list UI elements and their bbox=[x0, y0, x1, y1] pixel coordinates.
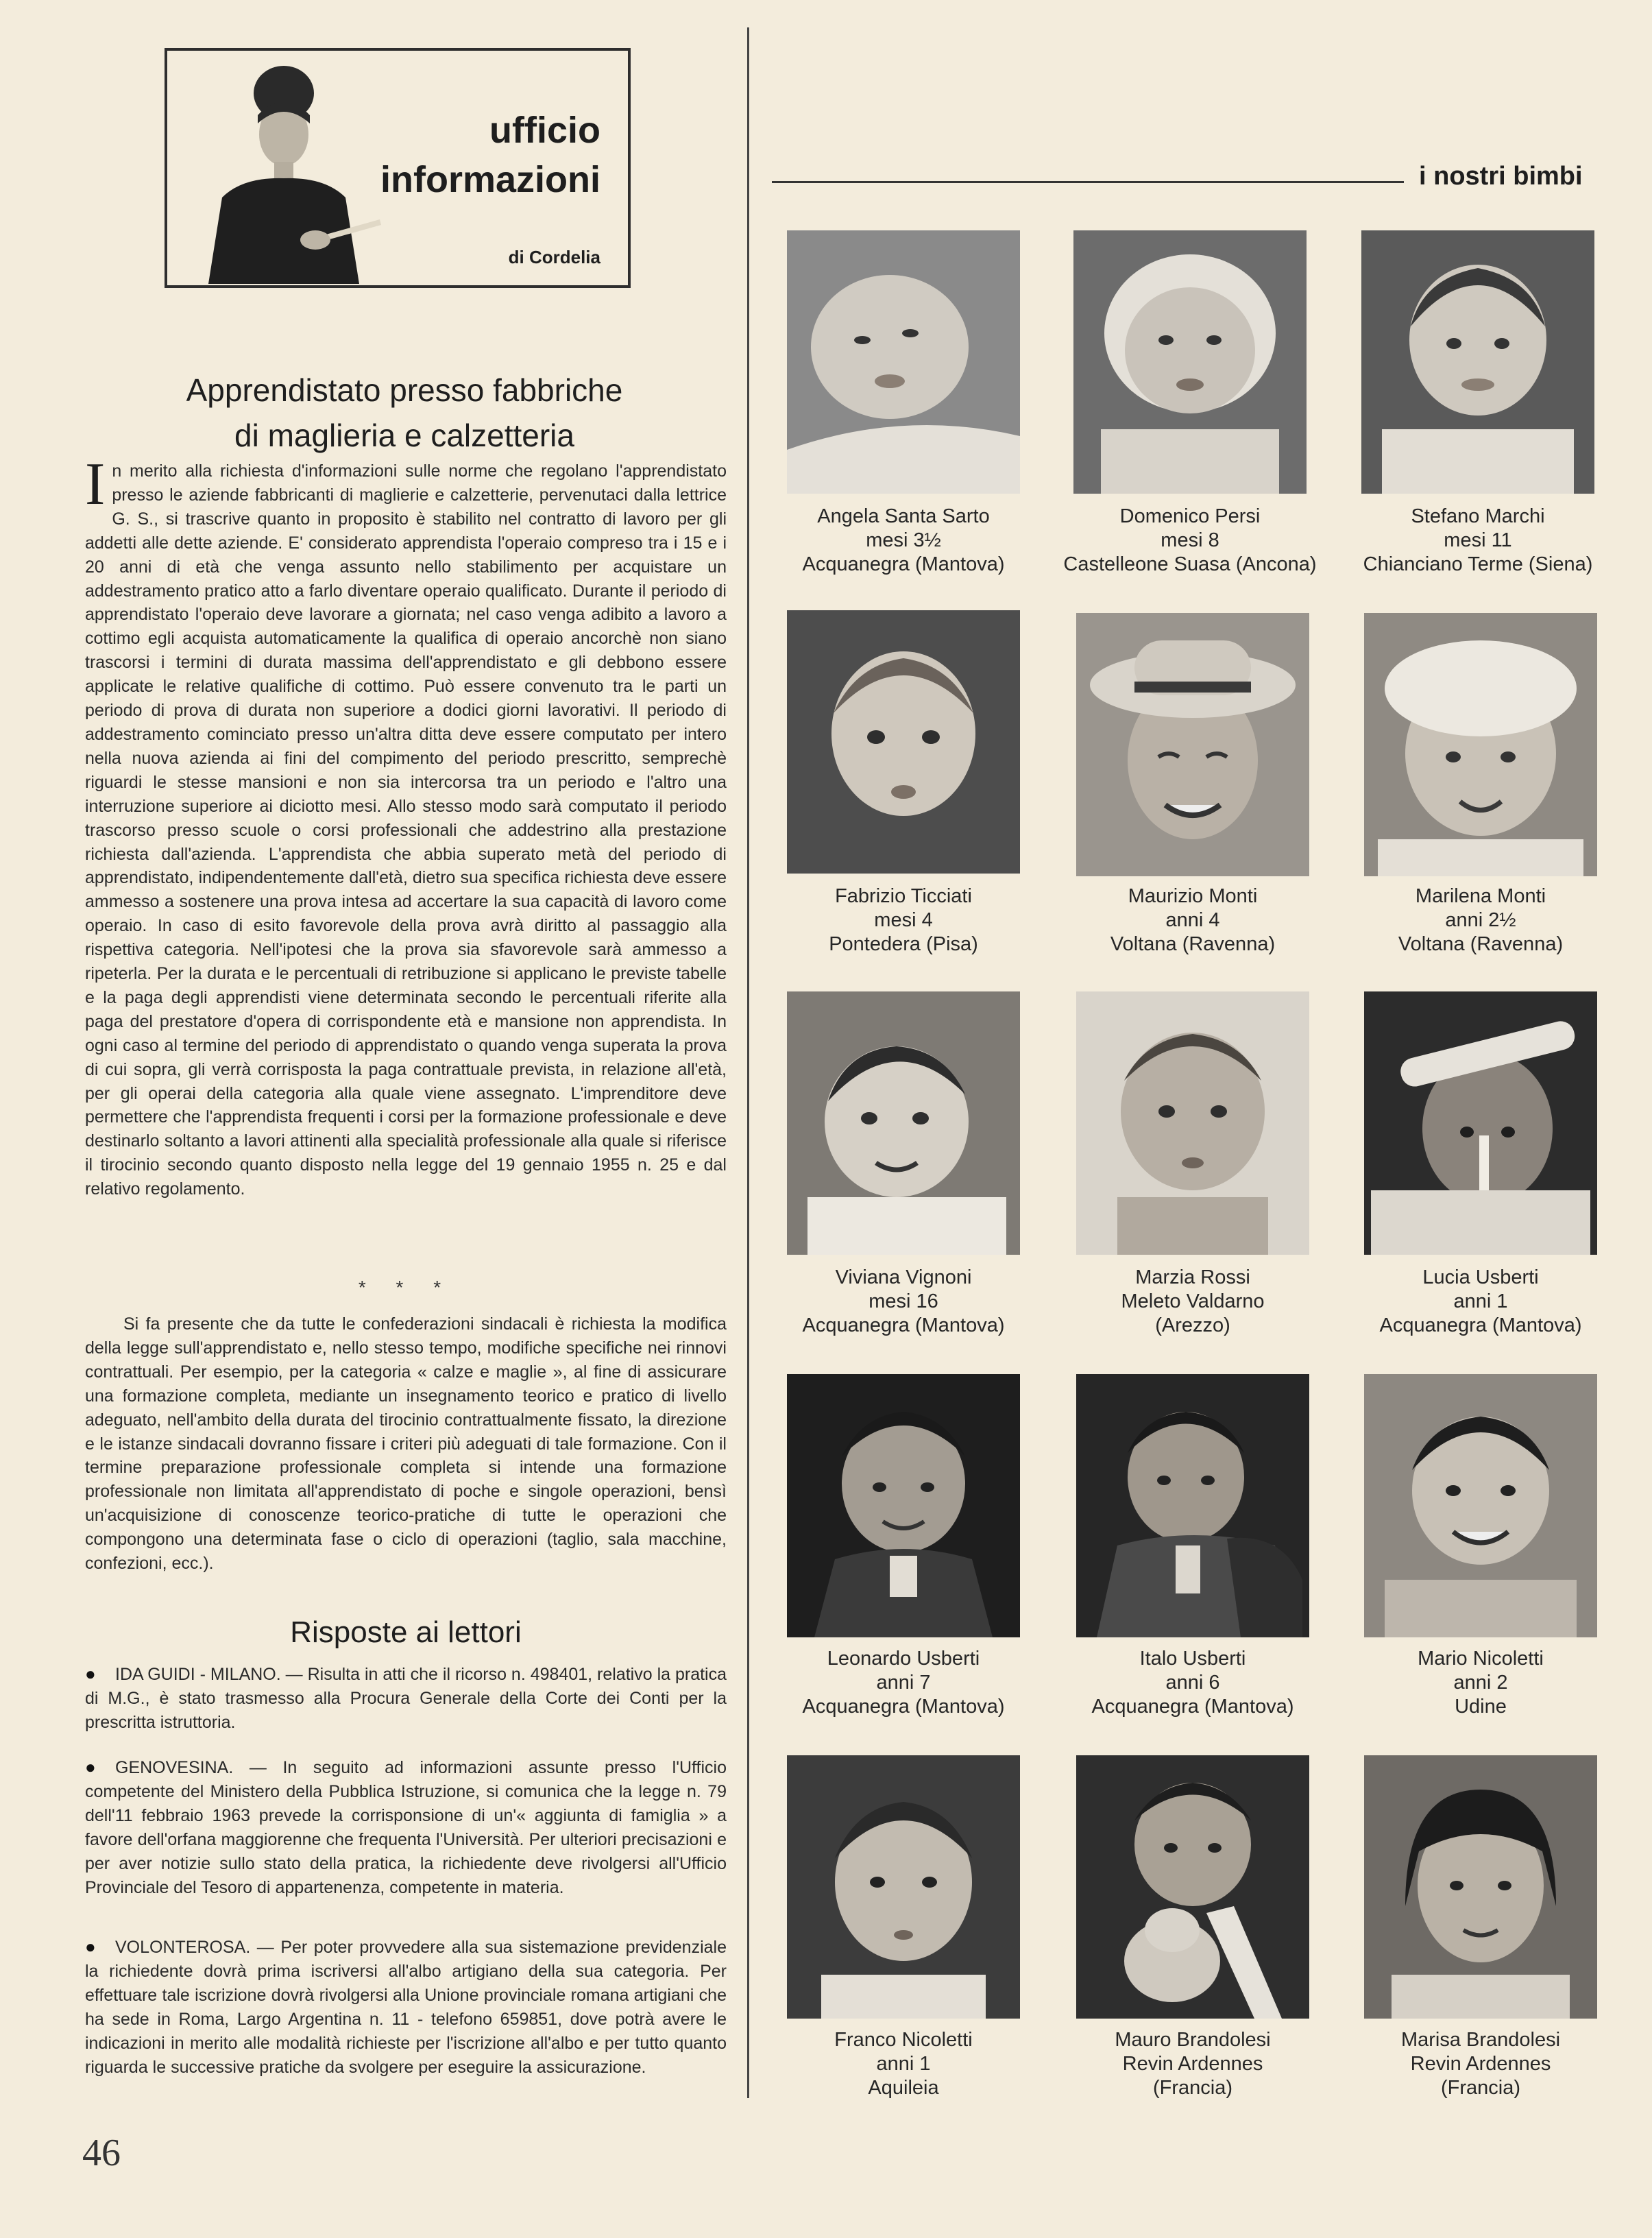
bullet-icon: ● bbox=[85, 1663, 96, 1684]
child-age: anni 2½ bbox=[1445, 909, 1516, 931]
header-title bbox=[380, 106, 600, 204]
child-place: Voltana (Ravenna) bbox=[1398, 933, 1564, 955]
child-place: Udine bbox=[1455, 1696, 1507, 1718]
child-place: (Francia) bbox=[1440, 2077, 1520, 2099]
child-caption bbox=[1330, 2028, 1631, 2100]
child-age: Revin Ardennes bbox=[1122, 2053, 1263, 2075]
child-place: Chianciano Terme (Siena) bbox=[1363, 553, 1593, 575]
replies-title: Risposte ai lettori bbox=[290, 1615, 522, 1649]
child-age: anni 4 bbox=[1165, 909, 1220, 931]
child-age: anni 1 bbox=[876, 2053, 931, 2075]
article-title-line2: di maglieria e calzetteria bbox=[234, 418, 574, 453]
child-photo bbox=[1073, 230, 1307, 494]
child-name: Mauro Brandolesi bbox=[1115, 2029, 1271, 2051]
child-name: Leonardo Usberti bbox=[827, 1648, 980, 1670]
child-caption bbox=[1039, 505, 1341, 577]
child-age: mesi 16 bbox=[868, 1290, 938, 1312]
reply-text: VOLONTEROSA. — Per poter provvedere alla sua sistemazione previdenziale la richiedente dovrà prima iscriversi all'albo artigiano della sua categoria. Per effettuare tale iscrizione dovrà rivolgersi alla Unione provinciale romana artigiani che ha sede in Roma, Largo Argentina n. 11 - telefono 659851, dove potrà avere le indicazioni in merito alle modalità richieste per l'iscrizione all'albo e per tutto quanto riguarda le successive pratiche da svolgere per eseguire la assicurazione. bbox=[85, 1938, 727, 2077]
child-photo bbox=[1076, 991, 1309, 1255]
child-photo bbox=[787, 610, 1020, 874]
header-byline: di Cordelia bbox=[508, 247, 600, 267]
child-photo bbox=[1364, 1755, 1597, 2019]
child-caption bbox=[1330, 885, 1631, 956]
header-box bbox=[165, 48, 631, 288]
article-paragraph-2: Si fa presente che da tutte le confederazioni sindacali è richiesta la modifica della legge sull'apprendistato e, nello stesso tempo, modifiche specifiche nei rinnovi contrattuali. Per esempio, per la categoria « calze e maglie », al fine di assicurare una formazione completa, mediante un insegnamento teorico e pratico di livello adeguato, nell'ambito della durata del tirocinio contrattualmente fissato, la direzione e le istanze sindacali dovranno fissare i criteri più adeguati di tale formazione. Con il termine preparazione professionale completa si intende una formazione professionale non limitata all'apprendistato di poche e singole operazioni, bensì un'acquisizione di conoscenze teorico-pratiche di tutte le operazioni che compongono una determinata fase o ciclo di operazioni (taglio, sala macchine, confezioni, ecc.). bbox=[85, 1314, 727, 1574]
child-photo bbox=[1364, 991, 1597, 1255]
child-caption bbox=[1330, 1647, 1631, 1719]
child-place: Castelleone Suasa (Ancona) bbox=[1063, 553, 1317, 575]
child-name: Domenico Persi bbox=[1119, 505, 1261, 527]
reply-text: IDA GUIDI - MILANO. — Risulta in atti che il ricorso n. 498401, relativo la pratica di M.G., è stato trasmesso alla Procura Generale della Corte dei Conti per la prescritta istruttoria. bbox=[85, 1665, 727, 1732]
child-caption bbox=[1330, 1266, 1631, 1338]
child-photo bbox=[1364, 613, 1597, 876]
article-title bbox=[75, 368, 733, 458]
child-photo bbox=[1364, 1374, 1597, 1637]
child-place: Voltana (Ravenna) bbox=[1110, 933, 1276, 955]
child-name: Marilena Monti bbox=[1415, 885, 1546, 907]
reply-item bbox=[85, 1935, 727, 2079]
bullet-icon: ● bbox=[85, 1936, 96, 1957]
child-place: Acquanegra (Mantova) bbox=[802, 1696, 1005, 1718]
child-age: mesi 3½ bbox=[866, 529, 941, 551]
child-place: (Francia) bbox=[1152, 2077, 1232, 2099]
child-caption bbox=[753, 2028, 1054, 2100]
child-name: Italo Usberti bbox=[1139, 1648, 1246, 1670]
article-title-line1: Apprendistato presso fabbriche bbox=[186, 372, 623, 408]
child-name: Marzia Rossi bbox=[1135, 1266, 1250, 1288]
header-title-line1: ufficio bbox=[489, 110, 600, 151]
article-paragraph-1 bbox=[85, 451, 727, 1201]
child-name: Franco Nicoletti bbox=[834, 2029, 973, 2051]
bullet-icon: ● bbox=[85, 1757, 96, 1777]
dropcap: I bbox=[85, 451, 106, 518]
child-caption bbox=[753, 505, 1054, 577]
child-place: (Arezzo) bbox=[1155, 1314, 1230, 1336]
child-caption bbox=[753, 885, 1054, 956]
child-name: Marisa Brandolesi bbox=[1400, 2029, 1561, 2051]
child-name: Fabrizio Ticciati bbox=[835, 885, 972, 907]
child-caption bbox=[1042, 1647, 1344, 1719]
child-caption bbox=[1042, 2028, 1344, 2100]
reply-item bbox=[85, 1755, 727, 1899]
child-age: Revin Ardennes bbox=[1410, 2053, 1551, 2075]
article-paragraph-1-text: n merito alla richiesta d'informazioni sulle norme che regolano l'apprendistato presso le aziende fabbricanti di maglierie e calzetterie, pervenutaci dalla lettrice G. S., si trascrive quanto in proposito è stabilito nel contratto di lavoro per gli addetti alle dette aziende. E' considerato apprendista l'operaio compreso tra i 15 e i 20 anni di età che venga assunto nello stabilimento per acquistare un addestramento pratico atto a farlo diventare operaio qualificato. Durante il periodo di apprendistato l'operaio deve lavorare a giornata; nel caso venga adibito a lavoro a cottimo egli acquista automaticamente la qualifica di operaio ancorchè non siano trascorsi i termini di durata massima dell'apprendistato e gli debbono essere applicate le relative qualifiche di cottimo. Può essere convenuto tra le parti un periodo di prova di durata non superiore a dodici giorni lavorativi. Il periodo di addestramento cominciato presso un'altra ditta deve essere computato per intero nella nuova azienda ai fini del compimento del periodo prescritto, semprechè riguardi le stesse mansioni e non sia intercorsa tra un periodo e l'altro una interruzione superiore ai diciotto mesi. Allo stesso modo sarà computato il periodo trascorso presso scuole o corsi professionali che addestrino alla prestazione richiesta dall'azienda. L'apprendista che abbia superato metà del periodo di apprendistato, indipendentemente dall'età, dietro sua specifica richiesta deve essere ammesso a sostenere una prova intesa ad accertare la sua capacità di lavoro come operaio. In caso di esito favorevole della prova avrà diritto al passaggio alla rispettiva categoria. Nell'ipotesi che la prova sia sfavorevole sarà ammesso a ripeterla. Per la durata e le percentuali di retribuzione si applicano le previste tabelle e la paga degli apprendisti viene determinata secondo le percentuali riferite alla paga del prestatore d'opera di corrispondente età e mansione non apprendista. In ogni caso al termine del periodo di apprendistato o quando venga superata la prova di cui sopra, gli verrà corrisposta la paga contrattuale prevista, in relazione all'età, per gli operai della categoria alla quale viene assegnato. L'imprenditore deve permettere che l'apprendista frequenti i corsi per la formazione professionale e deve destinarlo soltanto a lavori attinenti alla specialità professionale alla quale si riferisce il tirocinio secondo quanto disposto nella legge del 19 gennaio 1955 n. 25 e dal relativo regolamento. bbox=[85, 461, 727, 1199]
child-age: anni 6 bbox=[1165, 1672, 1220, 1694]
child-caption bbox=[1042, 1266, 1344, 1338]
child-place: Aquileia bbox=[868, 2077, 939, 2099]
child-name: Angela Santa Sarto bbox=[817, 505, 990, 527]
cordelia-portrait bbox=[181, 60, 387, 284]
child-caption bbox=[1327, 505, 1629, 577]
child-caption bbox=[753, 1266, 1054, 1338]
child-photo bbox=[787, 991, 1020, 1255]
child-place: Pontedera (Pisa) bbox=[829, 933, 978, 955]
section-separator: * * * bbox=[358, 1277, 454, 1298]
child-place: Acquanegra (Mantova) bbox=[1091, 1696, 1294, 1718]
reply-item bbox=[85, 1662, 727, 1735]
child-age: mesi 8 bbox=[1161, 529, 1219, 551]
reply-text: GENOVESINA. — In seguito ad informazioni assunte presso l'Ufficio competente del Ministero della Pubblica Istruzione, si comunica che la legge n. 79 dell'11 febbraio 1963 prevede la corrisponsione di un'« aggiunta di famiglia » a favore dell'orfana maggiorenne che frequenta l'Università. Per ulteriori precisazioni e per aver notizie sullo stato della pratica, la richiedente deve rivolgersi all'Ufficio Provinciale del Tesoro di appartenenza, competente in materia. bbox=[85, 1758, 727, 1897]
child-photo bbox=[1361, 230, 1594, 494]
child-place: Acquanegra (Mantova) bbox=[802, 553, 1005, 575]
child-photo bbox=[787, 1755, 1020, 2019]
column-divider bbox=[747, 27, 749, 2098]
child-name: Stefano Marchi bbox=[1411, 505, 1545, 527]
header-title-line2: informazioni bbox=[380, 159, 600, 200]
child-photo bbox=[1076, 1755, 1309, 2019]
page-number: 46 bbox=[82, 2132, 121, 2174]
child-age: anni 7 bbox=[876, 1672, 931, 1694]
child-photo bbox=[1076, 613, 1309, 876]
child-place: Acquanegra (Mantova) bbox=[802, 1314, 1005, 1336]
child-age: mesi 4 bbox=[874, 909, 933, 931]
child-caption bbox=[753, 1647, 1054, 1719]
child-photo bbox=[787, 230, 1020, 494]
child-name: Mario Nicoletti bbox=[1418, 1648, 1544, 1670]
child-photo bbox=[1076, 1374, 1309, 1637]
child-age: mesi 11 bbox=[1444, 529, 1512, 551]
child-name: Maurizio Monti bbox=[1128, 885, 1258, 907]
bimbi-section-title: i nostri bimbi bbox=[1419, 162, 1583, 191]
child-caption bbox=[1042, 885, 1344, 956]
child-name: Viviana Vignoni bbox=[835, 1266, 972, 1288]
child-age: anni 2 bbox=[1453, 1672, 1508, 1694]
child-age: anni 1 bbox=[1453, 1290, 1508, 1312]
child-place: Acquanegra (Mantova) bbox=[1379, 1314, 1582, 1336]
child-photo bbox=[787, 1374, 1020, 1637]
child-age: Meleto Valdarno bbox=[1121, 1290, 1265, 1312]
bimbi-header-rule bbox=[772, 181, 1404, 183]
child-name: Lucia Usberti bbox=[1422, 1266, 1539, 1288]
